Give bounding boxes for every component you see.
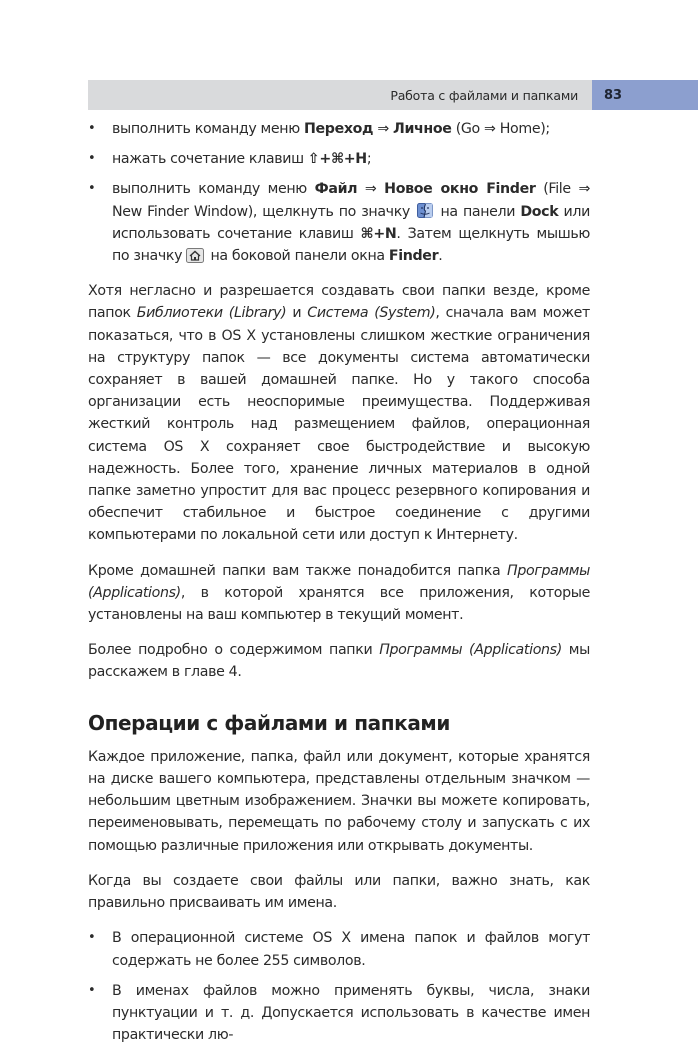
section-heading: Операции с файлами и папками — [88, 710, 450, 735]
text: , в которой хранятся все приложения, которые установлены на ваш компьютер в текущий момент. — [88, 584, 590, 624]
text: , сначала вам может показаться, что в OS X установлены слишком жесткие ограничения на структуру папок — все документы система автоматически сохраняет в вашей домашней папке. Но у такого способа организации есть неоспоримые преимущества. Поддерживая жесткий контроль над размещением файлов, операционная система OS X сохраняет свое быстродействие и высокую надежность. Более того, хранение личных материалов в одной папке заметно упростит для вас процесс резервного копирования и обеспечит стабильное и быстрое соединение с другими компьютерами по локальной сети или доступ к Интернету. — [88, 305, 590, 544]
text: мы расскажем в главе 4. — [88, 642, 590, 681]
bullet-icon: • — [88, 930, 96, 946]
list-item — [88, 178, 590, 267]
paragraph — [88, 639, 590, 683]
page-number: 83 — [592, 80, 698, 110]
finder-icon — [417, 203, 433, 218]
text: . Затем щелкнуть мышью по значку — [112, 225, 590, 265]
list-item — [88, 148, 590, 170]
text: выполнить команду меню — [112, 181, 315, 198]
paragraph — [88, 560, 590, 627]
home-icon — [186, 248, 204, 263]
folder-name: Система (System) — [307, 305, 436, 322]
running-head-title: Работа с файлами и папками — [88, 80, 592, 110]
folder-name: Программы (Applications) — [379, 642, 562, 659]
text: выполнить команду меню — [112, 121, 304, 137]
bullet-icon: • — [88, 181, 96, 197]
text: Более подробно о содержимом папки — [88, 642, 380, 659]
keyboard-shortcut: ⌘+N — [360, 225, 397, 242]
text: Хотя негласно и разрешается создавать свои папки везде, кроме папок — [88, 283, 590, 322]
menu-path: Новое окно Finder — [384, 181, 536, 198]
arrow-icon: ⇒ — [357, 181, 385, 198]
text: (Go ⇒ Home); — [451, 121, 550, 137]
page-content — [88, 118, 590, 1059]
keyboard-shortcut: ⇧+⌘+H — [307, 151, 367, 168]
naming-rules-list — [88, 927, 590, 1046]
menu-path: Личное — [393, 121, 452, 137]
text: на боковой панели окна — [206, 248, 389, 265]
bullet-icon: • — [88, 982, 96, 998]
list-item — [88, 927, 590, 971]
method-list — [88, 118, 590, 267]
text: или использовать сочетание клавиш — [112, 203, 590, 242]
list-item — [88, 980, 590, 1047]
text: В именах файлов можно применять буквы, числа, знаки пунктуации и т. д. Допускается использовать в качестве имен практически лю- — [112, 982, 590, 1044]
arrow-icon: ⇒ — [373, 121, 394, 137]
bullet-icon: • — [88, 121, 96, 136]
term: Dock — [520, 203, 559, 220]
text: . — [438, 248, 443, 265]
text: В операционной системе OS X имена папок и файлов могут содержать не более 255 символов. — [112, 930, 590, 969]
term: Finder — [388, 248, 439, 265]
text: на панели — [435, 203, 521, 220]
menu-path: Файл — [314, 181, 358, 198]
menu-path: Переход — [303, 121, 374, 137]
text: и — [286, 305, 308, 322]
paragraph: Когда вы создаете свои файлы или папки, важно знать, как правильно присваивать им имена. — [88, 872, 590, 912]
running-head — [88, 80, 698, 110]
text: ; — [366, 151, 372, 168]
folder-name: Библиотеки (Library) — [136, 305, 287, 322]
paragraph: Каждое приложение, папка, файл или документ, которые хранятся на диске вашего компьютера, представлены отдельным значком — небольшим цветным изображением. Значки вы можете копировать, переименовывать, перемещать по рабочему столу и запускать с их помощью различные приложения или открывать документы. — [88, 748, 590, 854]
text: Кроме домашней папки вам также понадобится папка — [88, 562, 508, 579]
text: (File ⇒ New Finder Window), щелкнуть по значку — [112, 181, 591, 220]
list-item — [88, 118, 590, 140]
paragraph — [88, 280, 590, 546]
text: нажать сочетание клавиш — [112, 151, 308, 168]
bullet-icon: • — [88, 151, 96, 167]
folder-name: Программы (Applications) — [88, 562, 590, 601]
